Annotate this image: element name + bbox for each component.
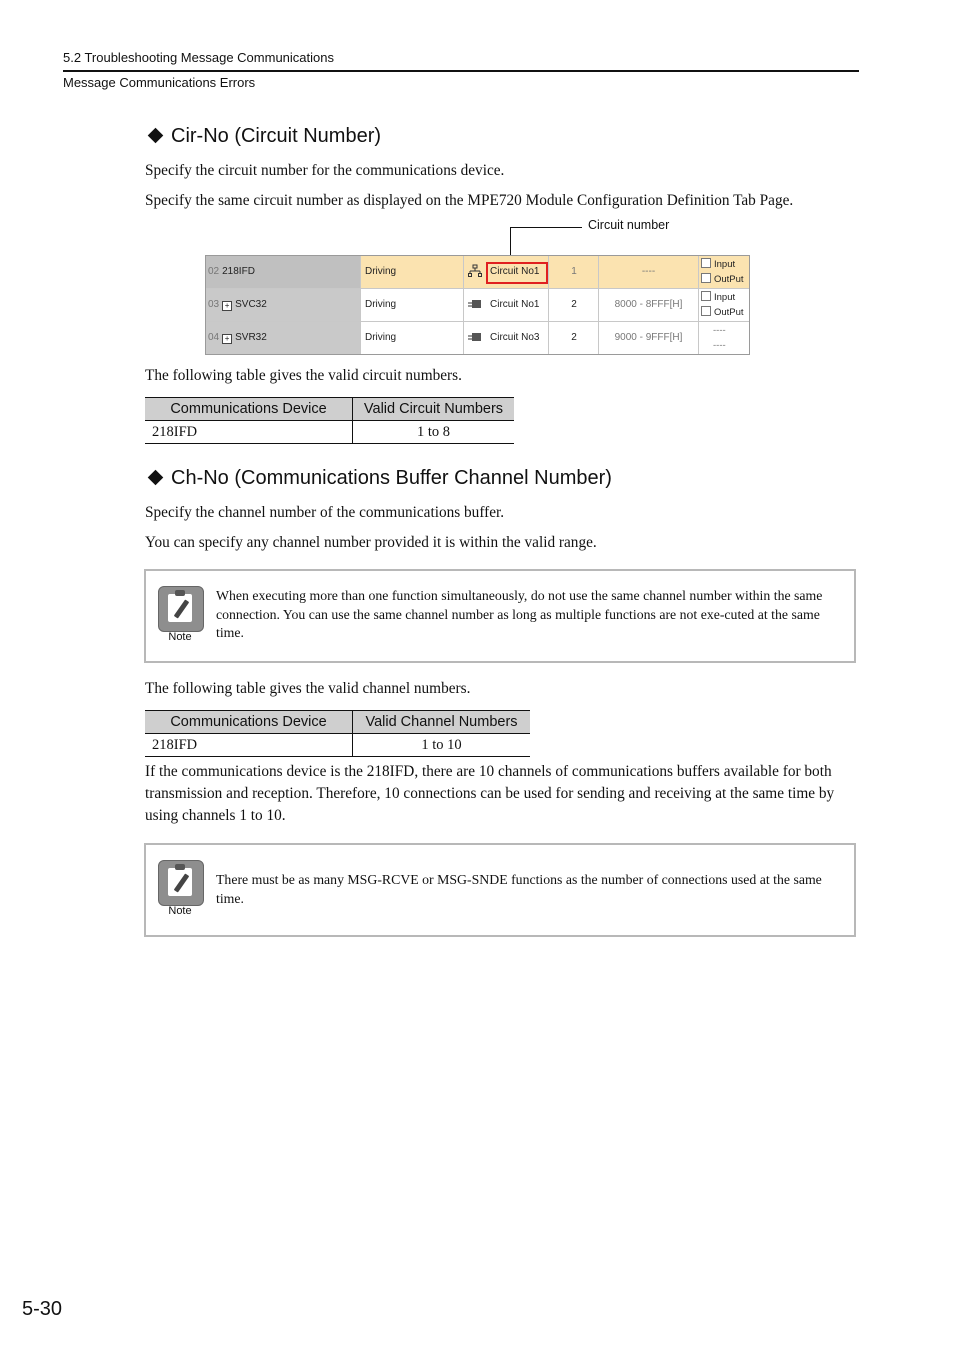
status-cell: Driving [362, 256, 464, 288]
note-label: Note [168, 631, 192, 643]
circuit-cell: Circuit No1 [485, 289, 549, 321]
diamond-bullet-icon [148, 128, 164, 144]
note-icon [158, 586, 204, 632]
range-cell: ---- [599, 256, 699, 288]
page-number: 5-30 [22, 1298, 63, 1320]
cir-para2: Specify the same circuit number as displayed on the MPE720 Module Configuration Definition Tab Page. [145, 192, 794, 209]
note-box [144, 569, 856, 663]
note-label: Note [168, 905, 192, 917]
table-row [145, 734, 530, 757]
table-header-cell: Valid Channel Numbers [353, 711, 531, 734]
table-header-cell: Valid Circuit Numbers [353, 398, 515, 421]
io-cell: Input OutPut [699, 256, 749, 288]
number-cell: 2 [550, 289, 599, 321]
module-config-screenshot [205, 255, 750, 355]
module-name-cell: 02 218IFD [206, 256, 361, 288]
header-section: 5.2 Troubleshooting Message Communications [63, 50, 334, 65]
note-text: There must be as many MSG-RCVE or MSG-SNDE functions as the number of connections used at the same time. [216, 872, 822, 906]
channel-table-intro: The following table gives the valid channel numbers. [145, 680, 471, 697]
circuit-cell: Circuit No3 [485, 322, 549, 354]
status-cell: Driving [362, 289, 464, 321]
cir-heading [146, 125, 381, 148]
circuit-highlight-box [486, 262, 548, 284]
table-header-row [145, 711, 530, 734]
table-header-row [145, 398, 514, 421]
module-icon [465, 289, 485, 321]
table-cell: 1 to 10 [353, 734, 531, 757]
circuit-table-intro: The following table gives the valid circuit numbers. [145, 367, 462, 384]
screenshot-row [206, 256, 749, 289]
expand-icon: + [222, 334, 232, 344]
expand-icon: + [222, 301, 232, 311]
table-row [145, 421, 514, 444]
header-rule [63, 70, 859, 72]
diamond-bullet-icon [148, 470, 164, 486]
number-cell: 2 [550, 322, 599, 354]
output-checkbox [701, 306, 711, 316]
table-header-cell: Communications Device [145, 398, 353, 421]
module-name-cell: 04 + SVR32 [206, 322, 361, 354]
io-cell: ---- ---- [713, 325, 726, 351]
table-cell: 218IFD [145, 734, 353, 757]
cir-para1: Specify the circuit number for the communications device. [145, 162, 505, 179]
table-cell: 218IFD [145, 421, 353, 444]
ch-para1: Specify the channel number of the communications buffer. [145, 504, 505, 521]
range-cell: 9000 - 9FFF[H] [599, 322, 699, 354]
note-box [144, 843, 856, 937]
input-checkbox [701, 291, 711, 301]
circuit-cell: Circuit No1 [485, 256, 549, 288]
io-cell: Input OutPut [699, 289, 749, 321]
screenshot-row [206, 289, 749, 322]
callout-line-horizontal [510, 227, 582, 228]
note-text: When executing more than one function simultaneously, do not use the same channel number within the same connection. You can use the same channel number as long as multiple functions are not exe-cuted at the same time. [216, 588, 823, 640]
header-subsection: Message Communications Errors [63, 75, 256, 90]
circuit-table [145, 397, 514, 444]
output-checkbox [701, 273, 711, 283]
network-icon [465, 256, 485, 288]
input-checkbox [701, 258, 711, 268]
status-cell: Driving [362, 322, 464, 354]
ch-heading-text: Ch-No (Communications Buffer Channel Number) [171, 467, 612, 489]
number-cell: 1 [550, 256, 599, 288]
table-cell: 1 to 8 [353, 421, 515, 444]
ch-heading [146, 467, 612, 490]
module-icon [465, 322, 485, 354]
table-header-cell: Communications Device [145, 711, 353, 734]
range-cell: 8000 - 8FFF[H] [599, 289, 699, 321]
channel-table [145, 710, 530, 757]
callout-label: Circuit number [588, 218, 670, 232]
ch-para3: If the communications device is the 218IFD, there are 10 channels of communications buffers available for both transmission and reception. Therefore, 10 connections can be used for sending and receiving at the same time by using channels 1 to 10. [145, 763, 835, 824]
ch-para2: You can specify any channel number provided it is within the valid range. [145, 534, 597, 551]
module-name-cell: 03 + SVC32 [206, 289, 361, 321]
note-icon [158, 860, 204, 906]
screenshot-row [206, 322, 749, 354]
cir-heading-text: Cir-No (Circuit Number) [171, 125, 382, 147]
